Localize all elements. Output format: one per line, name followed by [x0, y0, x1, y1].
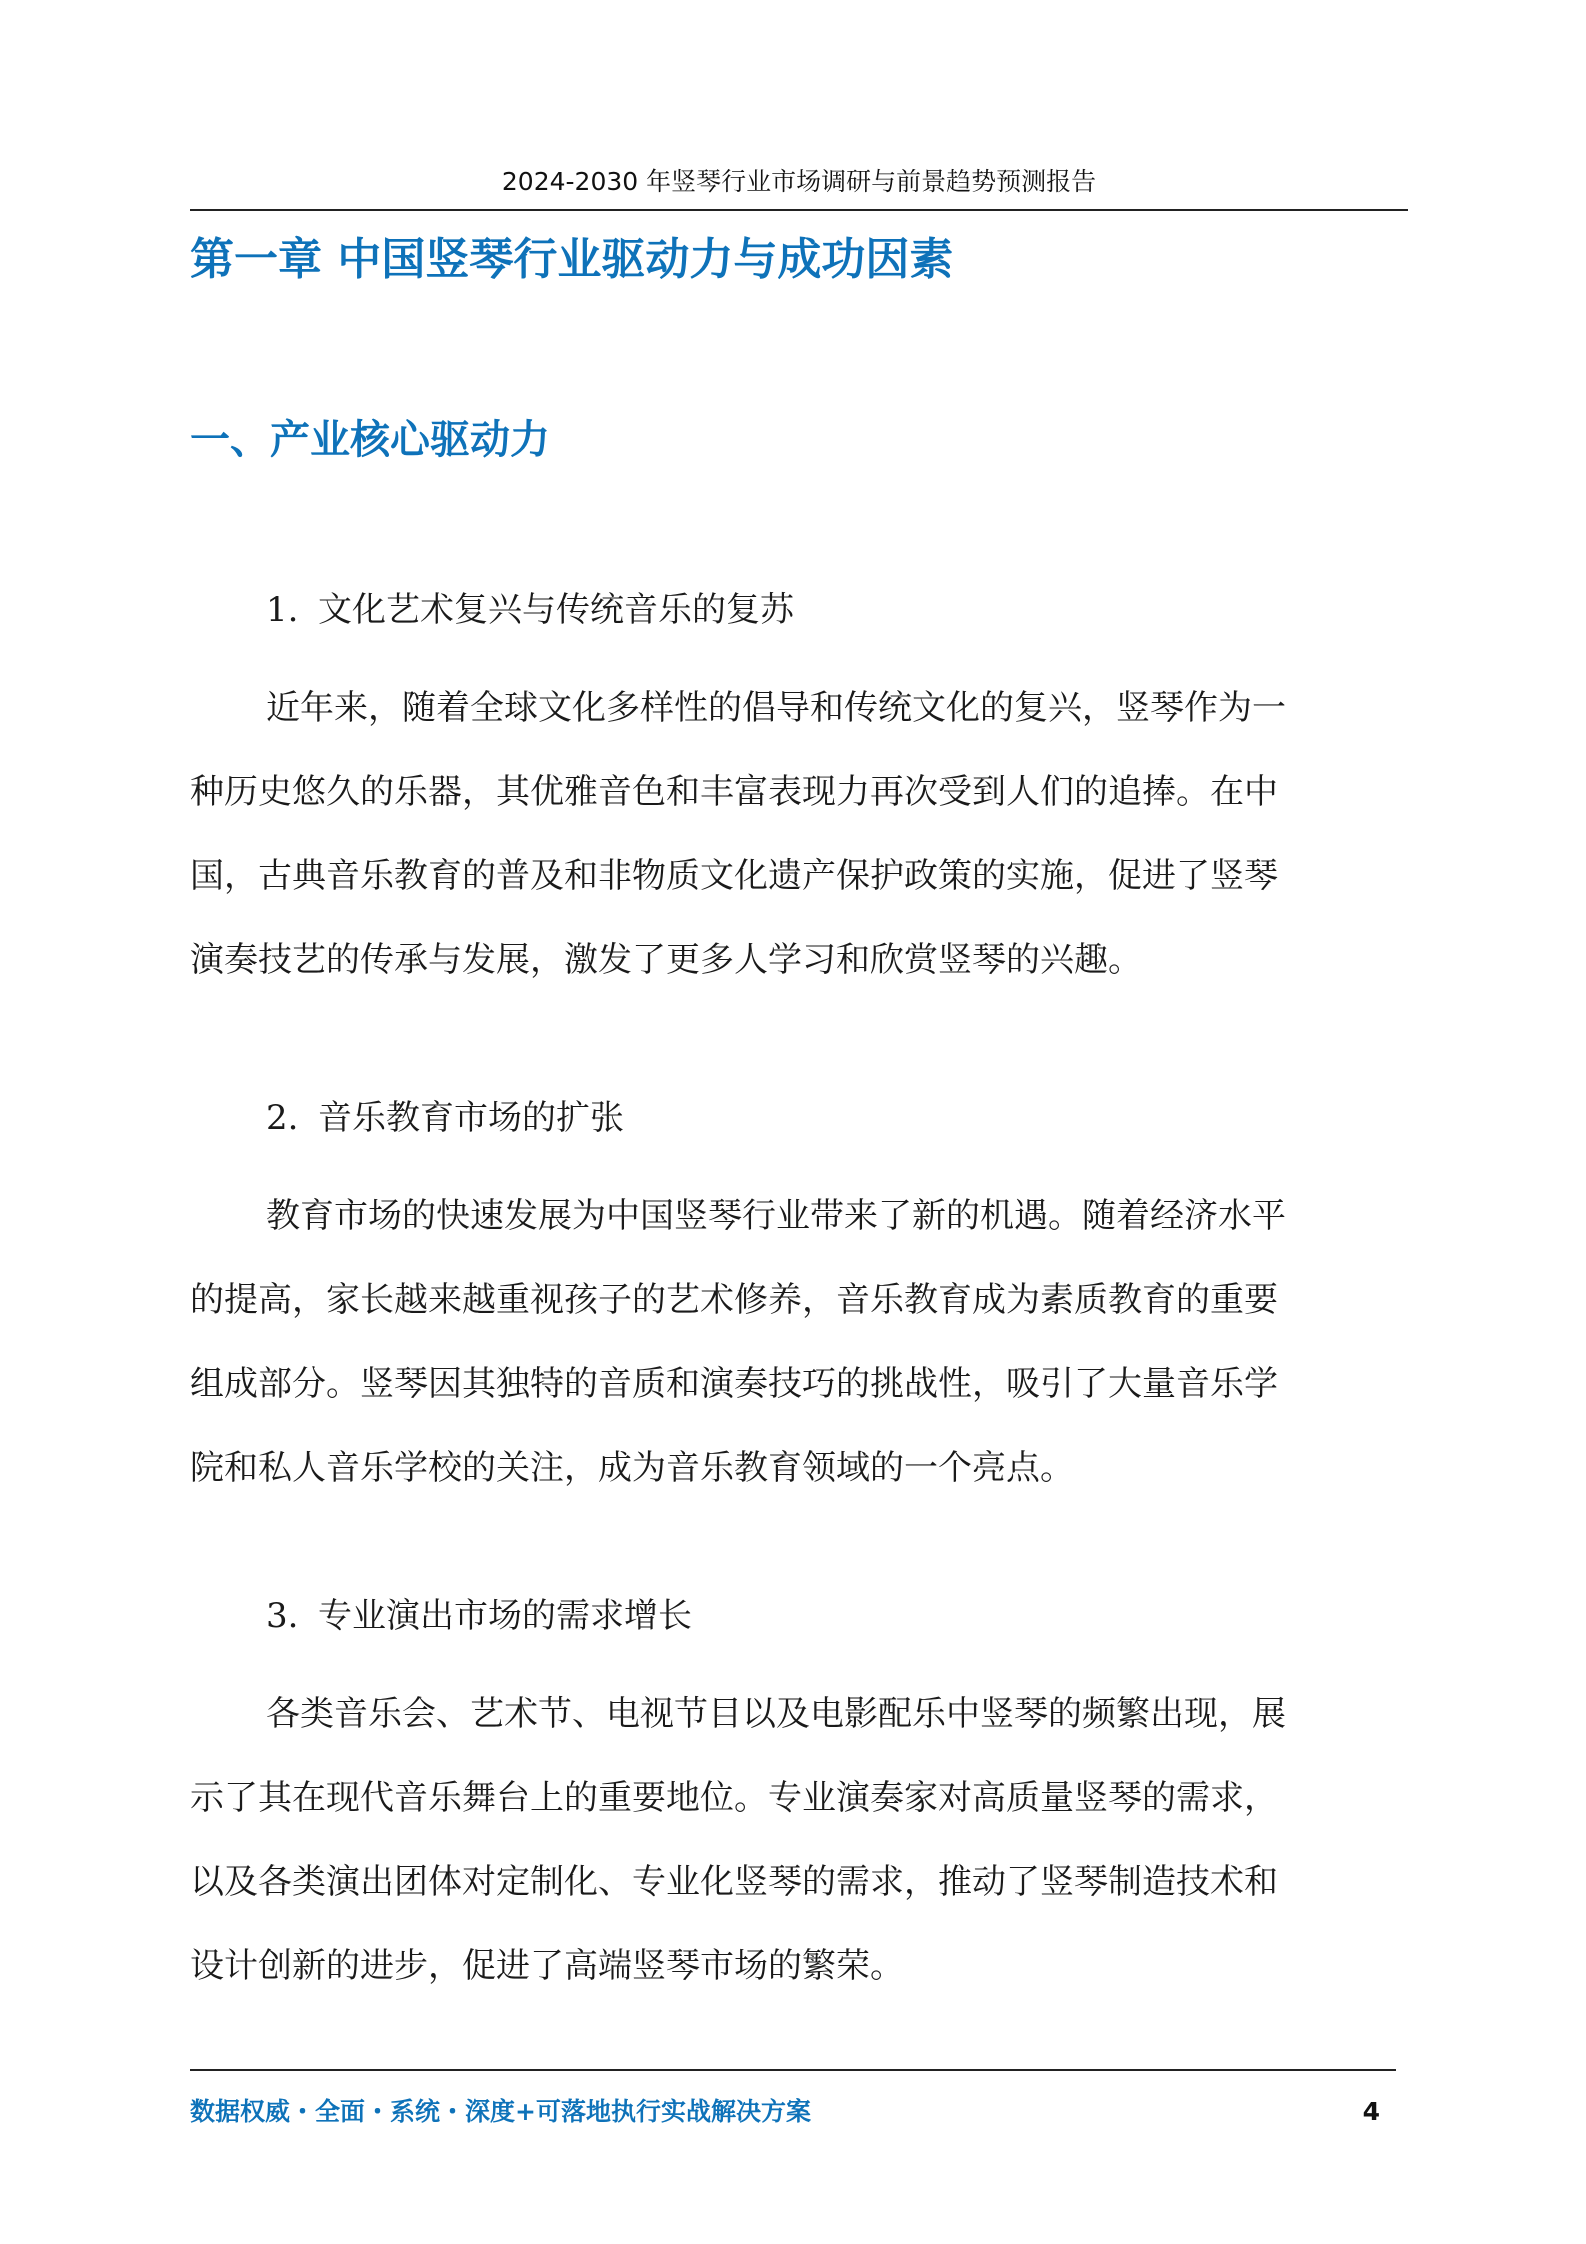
item-heading — [190, 582, 1390, 638]
paragraph-line: 设计创新的进步，促进了高端竖琴市场的繁荣。 — [190, 1946, 904, 1986]
driver-item-performance-demand — [190, 1588, 1390, 2008]
paragraph-line: 各类音乐会、艺术节、电视节目以及电影配乐中竖琴的频繁出现，展 — [266, 1694, 1286, 1734]
paragraph-line: 教育市场的快速发展为中国竖琴行业带来了新的机遇。随着经济水平 — [266, 1196, 1286, 1236]
item-number: 3. — [266, 1596, 299, 1636]
item-paragraph — [190, 1672, 1390, 2008]
running-header: 2024-2030 年竖琴行业市场调研与前景趋势预测报告 — [501, 167, 1097, 196]
paragraph-line: 院和私人音乐学校的关注，成为音乐教育领域的一个亮点。 — [190, 1448, 1074, 1488]
item-paragraph — [190, 1174, 1390, 1510]
driver-item-cultural-revival — [190, 582, 1390, 1002]
header-divider — [190, 209, 1408, 211]
item-heading — [190, 1090, 1390, 1146]
item-heading-text: 专业演出市场的需求增长 — [318, 1596, 692, 1636]
paragraph-line: 以及各类演出团体对定制化、专业化竖琴的需求，推动了竖琴制造技术和 — [190, 1862, 1278, 1902]
item-heading — [190, 1588, 1390, 1644]
paragraph-line: 近年来，随着全球文化多样性的倡导和传统文化的复兴，竖琴作为一 — [266, 688, 1286, 728]
paragraph-line: 的提高，家长越来越重视孩子的艺术修养，音乐教育成为素质教育的重要 — [190, 1280, 1278, 1320]
paragraph-line: 演奏技艺的传承与发展，激发了更多人学习和欣赏竖琴的兴趣。 — [190, 940, 1142, 980]
driver-item-music-education — [190, 1090, 1390, 1510]
item-paragraph — [190, 666, 1390, 1002]
paragraph-line: 组成部分。竖琴因其独特的音质和演奏技巧的挑战性，吸引了大量音乐学 — [190, 1364, 1278, 1404]
item-heading-text: 文化艺术复兴与传统音乐的复苏 — [318, 590, 794, 630]
footer-divider — [190, 2069, 1396, 2071]
item-number: 2. — [266, 1098, 299, 1138]
item-heading-text: 音乐教育市场的扩张 — [318, 1098, 624, 1138]
paragraph-line: 国，古典音乐教育的普及和非物质文化遗产保护政策的实施，促进了竖琴 — [190, 856, 1278, 896]
paragraph-line: 种历史悠久的乐器，其优雅音色和丰富表现力再次受到人们的追捧。在中 — [190, 772, 1278, 812]
item-number: 1. — [266, 590, 299, 630]
paragraph-line: 示了其在现代音乐舞台上的重要地位。专业演奏家对高质量竖琴的需求， — [190, 1778, 1278, 1818]
page-number: 4 — [1362, 2097, 1380, 2126]
chapter-title: 第一章 中国竖琴行业驱动力与成功因素 — [190, 234, 954, 285]
footer-slogan: 数据权威・全面・系统・深度+可落地执行实战解决方案 — [190, 2097, 811, 2126]
section-title: 一、产业核心驱动力 — [190, 417, 550, 463]
